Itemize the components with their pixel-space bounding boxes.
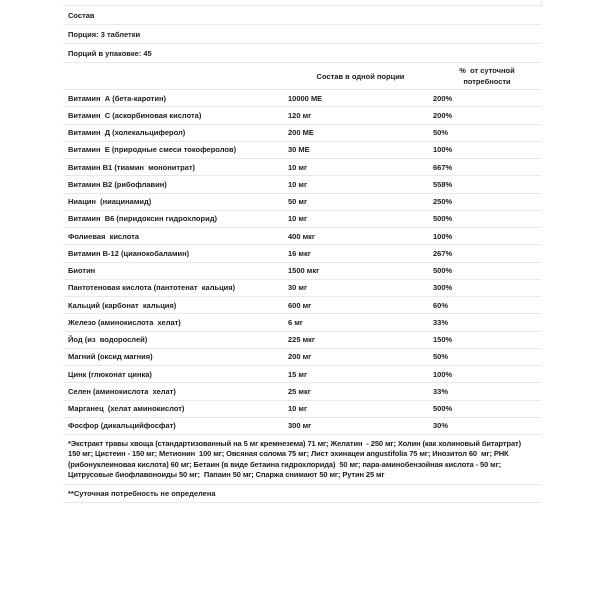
nutrient-amount: 6 мг [288, 317, 303, 327]
nutrient-daily-value: 558% [433, 179, 453, 189]
ingredients-footnote: *Экстракт травы хвоща (стандартизованный на 5 мг кремнезема) 71 мг; Желатин - 250 мг; Холин (как холиновый битартрат) 150 мг; Цистеин - 150 мг; Метионин 100 мг; Овсяная солома 75 мг; Лист эхинацеи angustifolia 75 мг; Инозитол 60 мг; РНК (рибонуклеиновая кислота) 60 мг; Бетаин (в виде бетаина гидрохлорида) 50 мг; пара-аминобензойная кислота - 50 мг; Цитрусовые биофлавоноиды 50 мг; Папаин 50 мг; Спаржа снимают 50 мг; Рутин 25 мг [63, 435, 541, 485]
nutrient-amount: 600 мг [288, 300, 312, 310]
nutrient-daily-value: 200% [433, 110, 453, 120]
top-right-border-fragment [541, 0, 542, 6]
nutrient-name: Витамин Д (холекальциферол) [68, 128, 186, 138]
daily-value-footnote: **Суточная потребность не определена [63, 485, 541, 503]
nutrient-name: Марганец (хелат аминокислот) [68, 404, 185, 414]
serving-size-text: Порция: 3 таблетки [68, 29, 141, 39]
table-row [63, 245, 541, 262]
nutrient-daily-value: 33% [433, 386, 449, 396]
serving-size-row [63, 25, 541, 44]
nutrient-daily-value: 100% [433, 231, 453, 241]
nutrient-name: Железо (аминокислота хелат) [68, 317, 181, 327]
nutrient-daily-value: 500% [433, 214, 453, 224]
supplement-facts-table [63, 5, 541, 511]
table-row [63, 263, 541, 280]
nutrient-amount: 120 мг [288, 110, 312, 120]
nutrient-amount: 10000 МЕ [288, 93, 323, 103]
table-row [63, 194, 541, 211]
table-row [63, 401, 541, 418]
nutrient-daily-value: 667% [433, 162, 453, 172]
nutrient-name: Йод (из водорослей) [68, 335, 148, 345]
nutrient-name: Фосфор (дикальцийфосфат) [68, 421, 176, 431]
nutrient-name: Витамин С (аскорбиновая кислота) [68, 110, 202, 120]
servings-per-container-row [63, 44, 541, 63]
column-header-amount: Состав в одной порции [316, 71, 405, 81]
nutrient-amount: 15 мг [288, 369, 308, 379]
table-row [63, 90, 541, 107]
nutrient-daily-value: 30% [433, 421, 449, 431]
table-row [63, 159, 541, 176]
nutrient-name: Витамин В-12 (цианокобаламин) [68, 248, 190, 258]
table-row [63, 125, 541, 142]
nutrient-amount: 30 мг [288, 283, 308, 293]
nutrient-amount: 1500 мкг [288, 266, 320, 276]
nutrient-name: Витамин Е (природные смеси токоферолов) [68, 145, 237, 155]
nutrient-name: Витамин В2 (рибофлавин) [68, 179, 167, 189]
nutrient-name: Витамин А (бета-каротин) [68, 93, 166, 103]
nutrient-amount: 200 МЕ [288, 128, 314, 138]
nutrient-amount: 16 мкг [288, 248, 311, 258]
nutrient-daily-value: 150% [433, 335, 453, 345]
nutrient-name: Кальций (карбонат кальция) [68, 300, 177, 310]
table-row [63, 211, 541, 228]
nutrient-amount: 30 МЕ [288, 145, 310, 155]
table-row [63, 142, 541, 159]
nutrient-daily-value: 100% [433, 369, 453, 379]
nutrient-daily-value: 100% [433, 145, 453, 155]
nutrient-daily-value: 250% [433, 197, 453, 207]
nutrient-amount: 225 мкг [288, 335, 316, 345]
table-row [63, 176, 541, 193]
nutrient-amount: 10 мг [288, 162, 308, 172]
nutrient-name: Пантотеновая кислота (пантотенат кальция) [68, 283, 236, 293]
table-row [63, 349, 541, 366]
nutrient-amount: 50 мг [288, 197, 308, 207]
nutrient-amount: 10 мг [288, 179, 308, 189]
nutrient-name: Магний (оксид магния) [68, 352, 153, 362]
nutrient-rows [63, 90, 541, 435]
servings-per-container-text: Порций в упаковке: 45 [68, 48, 152, 58]
nutrient-name: Цинк (глюконат цинка) [68, 369, 152, 379]
column-header-row [63, 63, 541, 90]
column-header-daily-value-text: % от суточной потребности [459, 66, 517, 86]
table-row [63, 366, 541, 383]
nutrient-daily-value: 50% [433, 352, 449, 362]
table-row [63, 383, 541, 400]
nutrient-daily-value: 60% [433, 300, 449, 310]
table-title: Состав [68, 10, 95, 20]
nutrient-name: Селен (аминокислота хелат) [68, 386, 176, 396]
nutrient-amount: 400 мкг [288, 231, 316, 241]
nutrient-amount: 200 мг [288, 352, 312, 362]
nutrient-name: Витамин В6 (пиридоксин гидрохлорид) [68, 214, 217, 224]
table-row [63, 107, 541, 124]
table-row [63, 314, 541, 331]
nutrient-daily-value: 500% [433, 404, 453, 414]
table-title-row [63, 6, 541, 25]
nutrient-amount: 10 мг [288, 214, 308, 224]
nutrient-daily-value: 267% [433, 248, 453, 258]
table-row [63, 418, 541, 435]
nutrient-name: Фолиевая кислота [68, 231, 140, 241]
nutrient-daily-value: 500% [433, 266, 453, 276]
nutrient-name: Ниацин (ниацинамид) [68, 197, 152, 207]
table-row [63, 332, 541, 349]
nutrient-daily-value: 300% [433, 283, 453, 293]
nutrient-amount: 25 мкг [288, 386, 311, 396]
table-row [63, 297, 541, 314]
nutrient-daily-value: 50% [433, 128, 449, 138]
table-row [63, 280, 541, 297]
nutrient-daily-value: 33% [433, 317, 449, 327]
nutrient-daily-value: 200% [433, 93, 453, 103]
column-header-daily-value [433, 65, 541, 87]
nutrient-name: Биотин [68, 266, 96, 276]
nutrient-amount: 10 мг [288, 404, 308, 414]
nutrient-amount: 300 мг [288, 421, 312, 431]
nutrient-name: Витамин В1 (тиамин мононитрат) [68, 162, 196, 172]
table-row [63, 228, 541, 245]
